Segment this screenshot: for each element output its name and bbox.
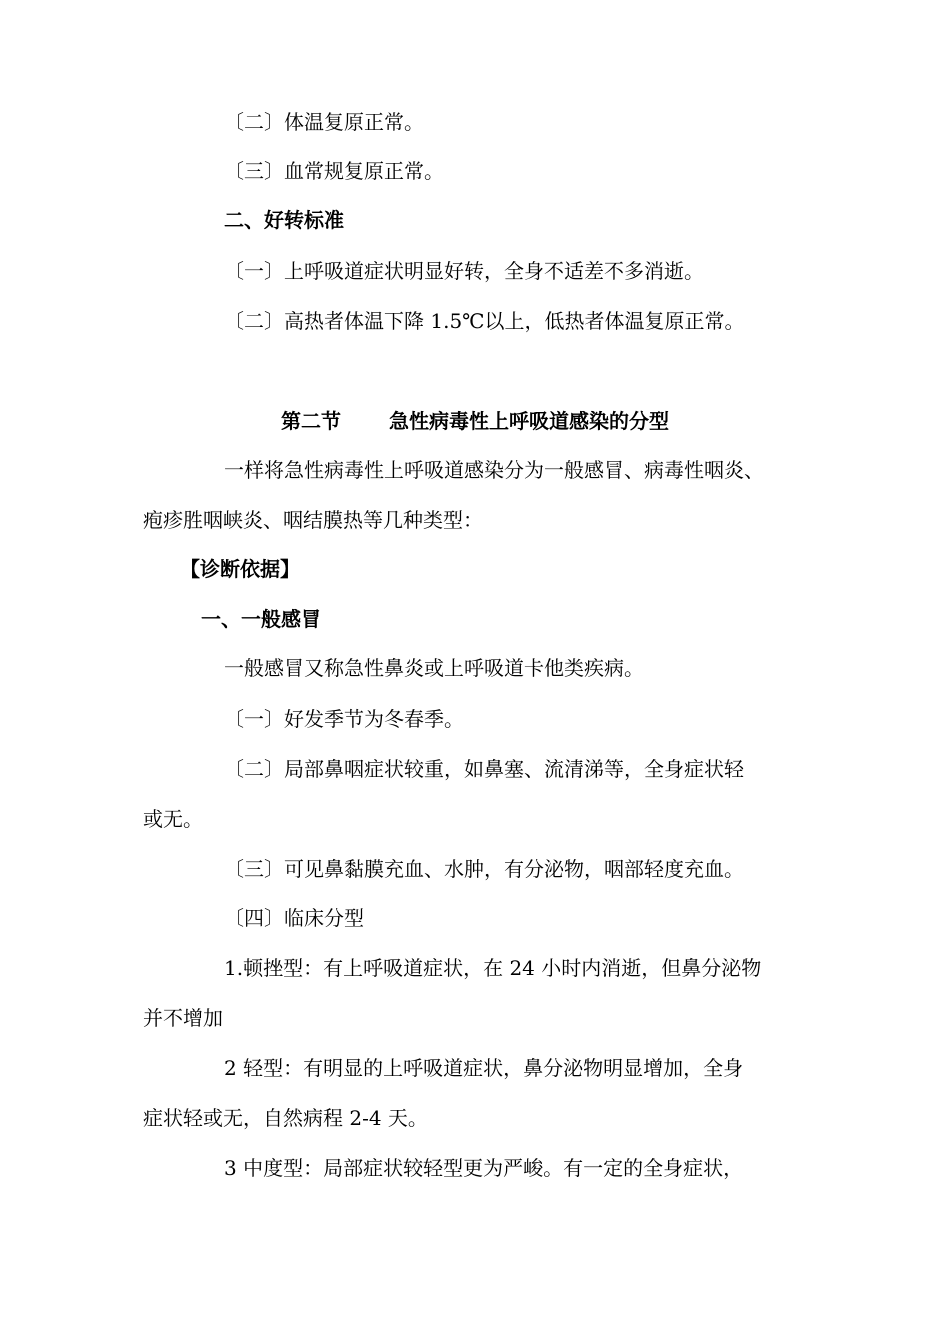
paragraph-item: 〔二〕高热者体温下降 1.5℃以上，低热者体温复原正常。: [224, 309, 745, 333]
section-title-text: 急性病毒性上呼吸道感染的分型: [389, 409, 669, 433]
subsection-heading: 二、好转标准: [224, 208, 344, 232]
paragraph-text: 一般感冒又称急性鼻炎或上呼吸道卡他类疾病。: [224, 656, 644, 680]
paragraph-item: 〔四〕临床分型: [224, 906, 364, 930]
paragraph-text: 症状轻或无，自然病程 2-4 天。: [143, 1106, 428, 1130]
section-number: 第二节: [281, 409, 341, 433]
diagnosis-heading: 【诊断依据】: [180, 557, 300, 581]
section-title: [281, 407, 669, 435]
paragraph-text: 并不增加: [143, 1006, 223, 1030]
paragraph-text: 或无。: [143, 807, 203, 831]
paragraph-item: 3 中度型：局部症状较轻型更为严峻。有一定的全身症状，: [224, 1156, 744, 1180]
paragraph-item: 〔二〕局部鼻咽症状较重，如鼻塞、流清涕等，全身症状轻: [224, 757, 744, 781]
paragraph-text: 疱疹胜咽峡炎、咽结膜热等几种类型：: [143, 508, 483, 532]
paragraph-item: 〔一〕上呼吸道症状明显好转，全身不适差不多消逝。: [224, 259, 704, 283]
subsection-heading: 一、一般感冒: [201, 607, 321, 631]
paragraph-item: 〔一〕好发季节为冬春季。: [224, 707, 464, 731]
paragraph-item: 〔三〕可见鼻黏膜充血、水肿，有分泌物，咽部轻度充血。: [224, 857, 744, 881]
paragraph-item: 〔二〕体温复原正常。: [224, 110, 424, 134]
paragraph-item: 1.顿挫型：有上呼吸道症状，在 24 小时内消逝，但鼻分泌物: [224, 956, 762, 980]
paragraph-item: 2 轻型：有明显的上呼吸道症状，鼻分泌物明显增加，全身: [224, 1056, 744, 1080]
paragraph-item: 〔三〕血常规复原正常。: [224, 159, 444, 183]
paragraph-text: 一样将急性病毒性上呼吸道感染分为一般感冒、病毒性咽炎、: [224, 458, 764, 482]
